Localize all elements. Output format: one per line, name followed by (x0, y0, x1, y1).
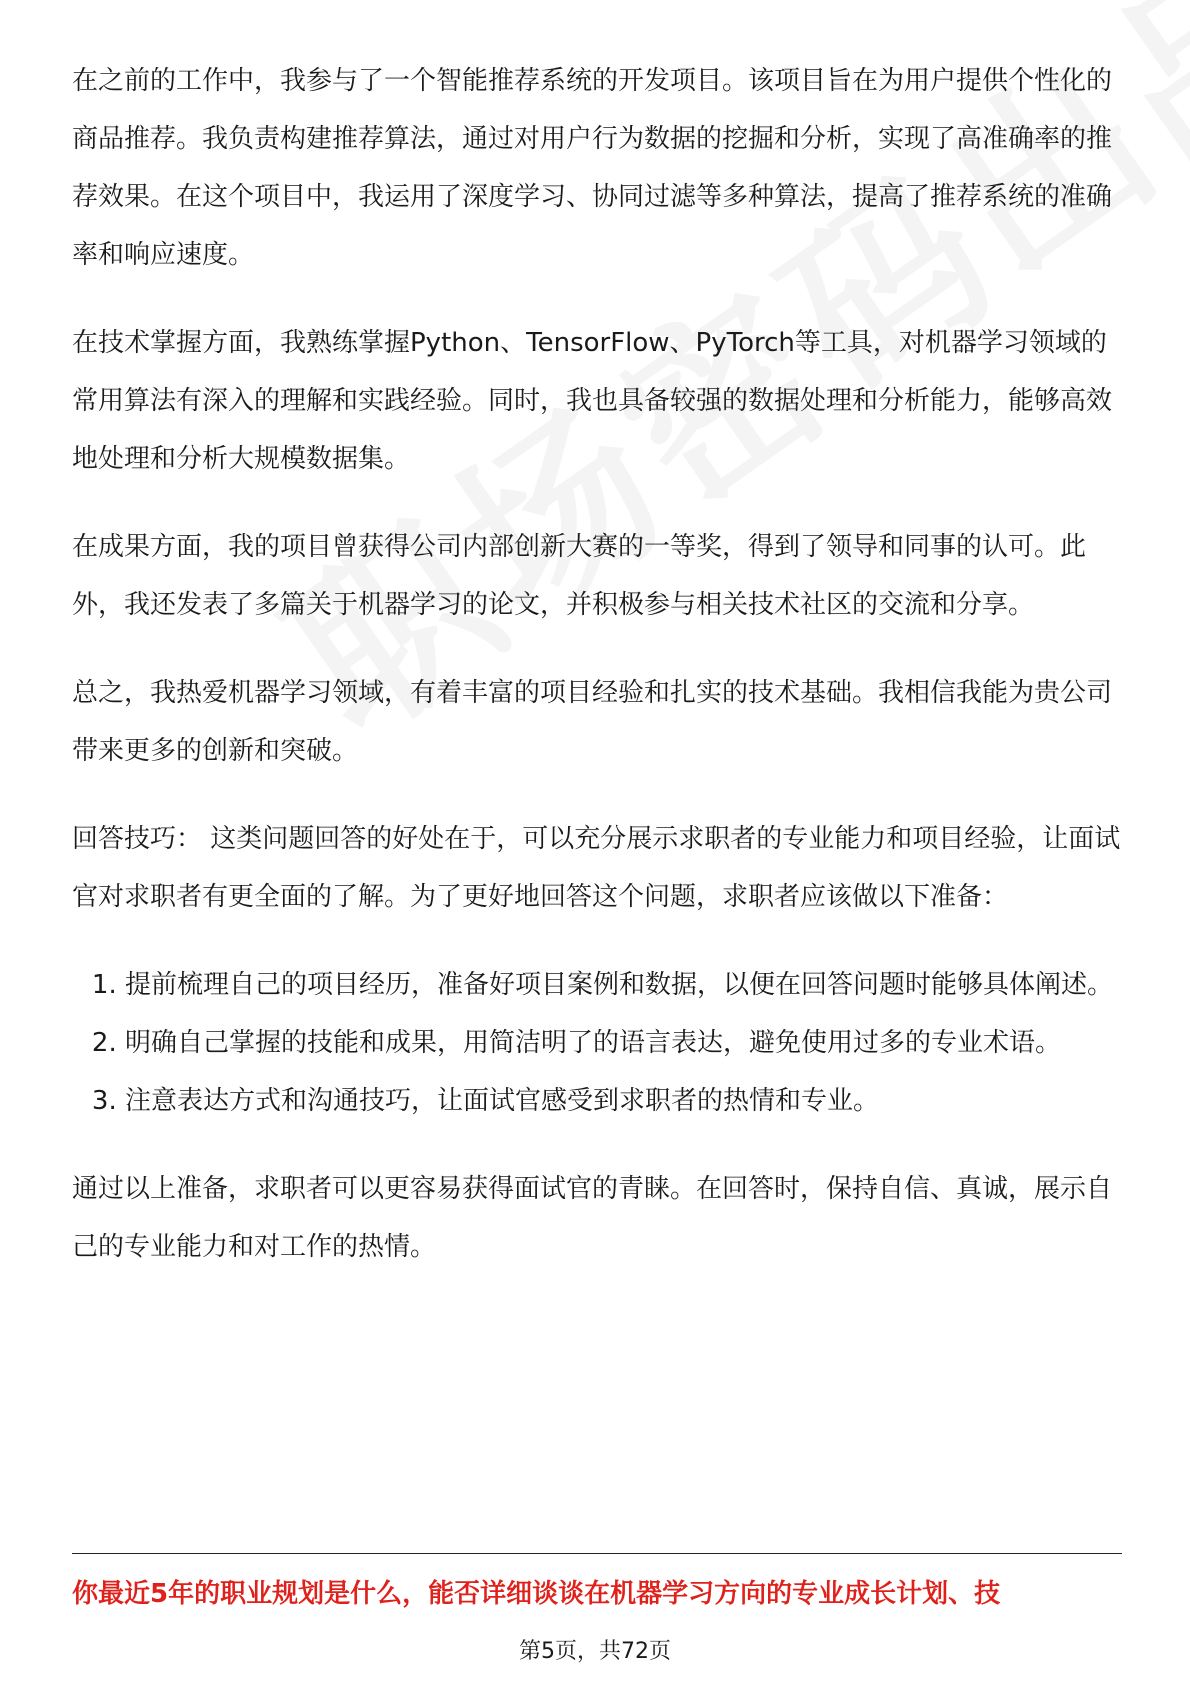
paragraph-summary: 总之，我热爱机器学习领域，有着丰富的项目经验和扎实的技术基础。我相信我能为贵公司带来更多的创新和突破。 (72, 678, 1113, 766)
section-divider (72, 1553, 1122, 1554)
paragraph-closing: 通过以上准备，求职者可以更容易获得面试官的青睐。在回答时，保持自信、真诚，展示自己的专业能力和对工作的热情。 (72, 1174, 1113, 1262)
next-question-heading: 你最近5年的职业规划是什么，能否详细谈谈在机器学习方向的专业成长计划、技 (72, 1579, 1001, 1609)
paragraph-technical-skills: 在技术掌握方面，我熟练掌握Python、TensorFlow、PyTorch等工具，对机器学习领域的常用算法有深入的理解和实践经验。同时，我也具备较强的数据处理和分析能力，能够高效地处理和分析大规模数据集。 (72, 328, 1113, 474)
document-body (72, 52, 1122, 1306)
list-item: 3. 注意表达方式和沟通技巧，让面试官感受到求职者的热情和专业。 (125, 1072, 1122, 1130)
paragraph-project-experience: 在之前的工作中，我参与了一个智能推荐系统的开发项目。该项目旨在为用户提供个性化的商品推荐。我负责构建推荐算法，通过对用户行为数据的挖掘和分析，实现了高准确率的推荐效果。在这个项目中，我运用了深度学习、协同过滤等多种算法，提高了推荐系统的准确率和响应速度。 (72, 66, 1113, 270)
paragraph-answer-tips: 回答技巧： 这类问题回答的好处在于，可以充分展示求职者的专业能力和项目经验，让面试官对求职者有更全面的了解。为了更好地回答这个问题，求职者应该做以下准备： (72, 824, 1121, 912)
paragraph-achievements: 在成果方面，我的项目曾获得公司内部创新大赛的一等奖，得到了领导和同事的认可。此外，我还发表了多篇关于机器学习的论文，并积极参与相关技术社区的交流和分享。 (72, 532, 1087, 620)
list-item: 2. 明确自己掌握的技能和成果，用简洁明了的语言表达，避免使用过多的专业术语。 (125, 1014, 1122, 1072)
list-item: 1. 提前梳理自己的项目经历，准备好项目案例和数据，以便在回答问题时能够具体阐述。 (125, 956, 1122, 1014)
page-number: 第5页，共72页 (519, 1639, 671, 1664)
tips-list (72, 956, 1122, 1130)
